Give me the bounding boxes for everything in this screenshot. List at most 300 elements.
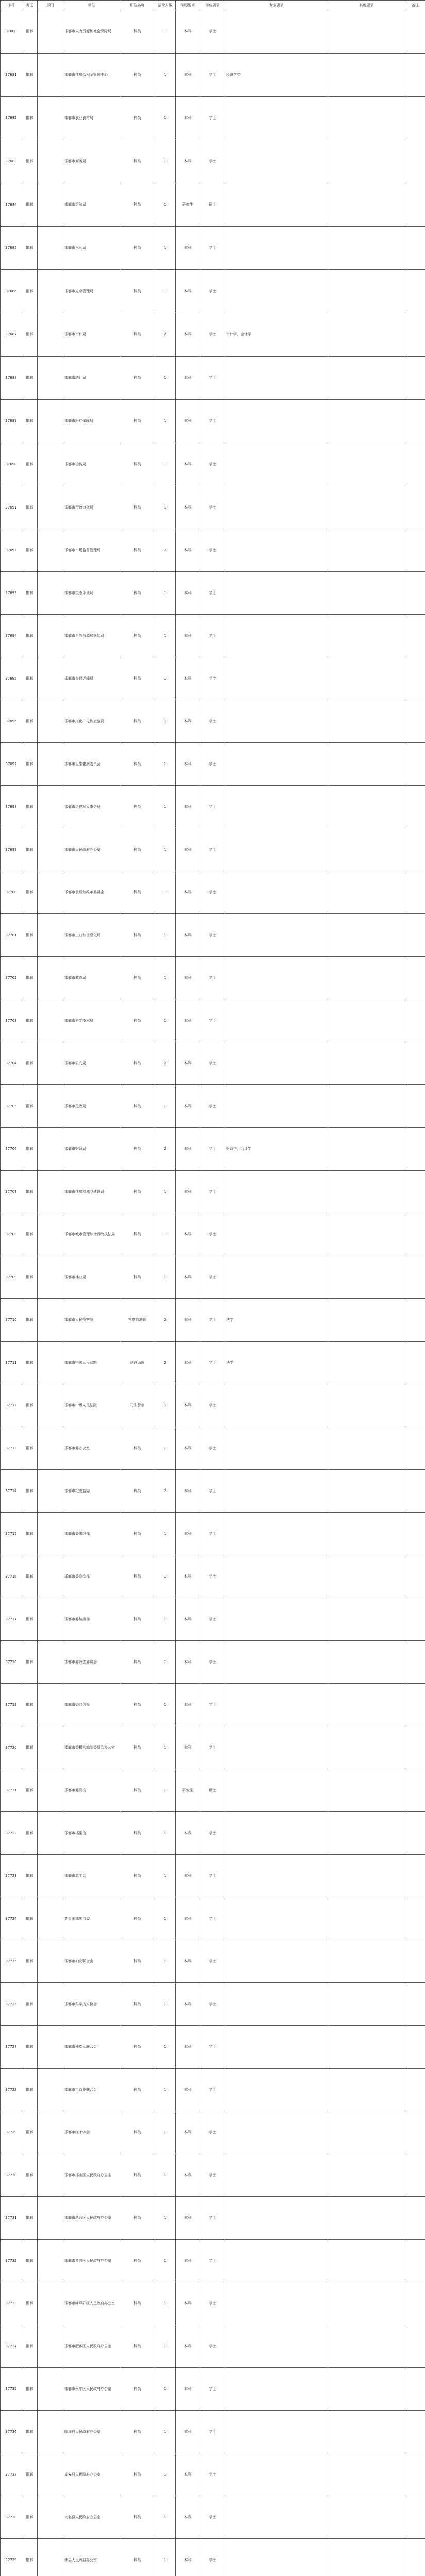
- cell-dept: [38, 1342, 63, 1384]
- cell-edu: 本科: [176, 2411, 200, 2453]
- cell-note: [405, 1213, 425, 1256]
- cell-num: 1: [155, 2154, 176, 2197]
- table-row: [1, 313, 425, 357]
- cell-no: 37735: [1, 2368, 22, 2411]
- cell-other: [328, 1299, 405, 1342]
- cell-deg: 学士: [200, 2368, 225, 2411]
- cell-deg: 学士: [200, 1085, 225, 1128]
- cell-no: 37701: [1, 914, 22, 957]
- cell-major: [225, 1470, 328, 1513]
- cell-no: 37738: [1, 2496, 22, 2539]
- cell-num: 1: [155, 999, 176, 1042]
- cell-unit: 邯郸市应急管理局: [63, 270, 120, 313]
- cell-pos: 科员: [120, 1812, 155, 1855]
- cell-deg: 学士: [200, 1042, 225, 1085]
- cell-dept: [38, 1171, 63, 1213]
- cell-edu: 本科: [176, 1171, 200, 1213]
- cell-num: 1: [155, 1812, 176, 1855]
- cell-note: [405, 1684, 425, 1726]
- cell-pos: 科员: [120, 1256, 155, 1299]
- cell-other: [328, 2368, 405, 2411]
- cell-area: 邯郸: [22, 957, 38, 999]
- cell-num: 1: [155, 2069, 176, 2111]
- cell-area: 邯郸: [22, 786, 38, 828]
- cell-deg: 学士: [200, 1513, 225, 1555]
- cell-note: [405, 97, 425, 140]
- cell-deg: 学士: [200, 1299, 225, 1342]
- cell-area: 邯郸: [22, 1299, 38, 1342]
- cell-num: 1: [155, 871, 176, 914]
- cell-no: 37727: [1, 2026, 22, 2069]
- cell-other: [328, 743, 405, 786]
- cell-other: [328, 2197, 405, 2240]
- cell-num: 1: [155, 572, 176, 615]
- cell-unit: 邯郸市林业局: [63, 1256, 120, 1299]
- cell-deg: 学士: [200, 1726, 225, 1769]
- table-row: [1, 2197, 425, 2240]
- cell-note: [405, 657, 425, 700]
- cell-pos: 科员: [120, 1641, 155, 1684]
- cell-unit: 临漳县人民政府办公室: [63, 2411, 120, 2453]
- cell-pos: 科员: [120, 97, 155, 140]
- cell-deg: 学士: [200, 1427, 225, 1470]
- header-cell: 专业要求: [225, 1, 328, 10]
- header-cell: 学历要求: [176, 1, 200, 10]
- cell-area: 邯郸: [22, 1042, 38, 1085]
- cell-unit: 邯郸市工业和信息化局: [63, 914, 120, 957]
- cell-edu: 本科: [176, 1384, 200, 1427]
- cell-no: 37728: [1, 2069, 22, 2111]
- cell-num: 1: [155, 1983, 176, 2026]
- cell-no: 37704: [1, 1042, 22, 1085]
- cell-unit: 邯郸市档案馆: [63, 1812, 120, 1855]
- header-cell: 部门: [38, 1, 63, 10]
- cell-unit: 邯郸市中级人民法院: [63, 1384, 120, 1427]
- cell-edu: 本科: [176, 1897, 200, 1940]
- cell-area: 邯郸: [22, 1470, 38, 1513]
- cell-num: 1: [155, 140, 176, 183]
- cell-unit: 邯郸市委组织部: [63, 1513, 120, 1555]
- cell-other: [328, 1555, 405, 1598]
- table-row: [1, 227, 425, 270]
- cell-unit: 邯郸市人民政府办公室: [63, 828, 120, 871]
- cell-major: [225, 400, 328, 443]
- cell-pos: 科员: [120, 2240, 155, 2282]
- cell-dept: [38, 2154, 63, 2197]
- cell-area: 邯郸: [22, 486, 38, 529]
- cell-major: [225, 357, 328, 400]
- cell-unit: 邯郸市市场监督管理局: [63, 529, 120, 572]
- cell-num: 1: [155, 1384, 176, 1427]
- cell-note: [405, 227, 425, 270]
- cell-pos: 科员: [120, 1598, 155, 1641]
- cell-edu: 本科: [176, 957, 200, 999]
- cell-other: [328, 1855, 405, 1897]
- cell-dept: [38, 1213, 63, 1256]
- cell-area: 邯郸: [22, 1812, 38, 1855]
- cell-pos: 科员: [120, 1128, 155, 1171]
- cell-note: [405, 1085, 425, 1128]
- cell-pos: 科员: [120, 2111, 155, 2154]
- cell-deg: 学士: [200, 1684, 225, 1726]
- cell-pos: 科员: [120, 227, 155, 270]
- cell-edu: 研究生: [176, 183, 200, 227]
- cell-area: 邯郸: [22, 1171, 38, 1213]
- cell-other: [328, 1513, 405, 1555]
- cell-pos: 科员: [120, 2453, 155, 2496]
- cell-major: [225, 657, 328, 700]
- cell-major: [225, 2453, 328, 2496]
- cell-dept: [38, 270, 63, 313]
- cell-deg: 学士: [200, 572, 225, 615]
- cell-area: 邯郸: [22, 1128, 38, 1171]
- cell-num: 1: [155, 10, 176, 54]
- table-row: [1, 2411, 425, 2453]
- cell-other: [328, 572, 405, 615]
- cell-pos: 科员: [120, 2154, 155, 2197]
- cell-area: 邯郸: [22, 2411, 38, 2453]
- cell-other: [328, 313, 405, 357]
- cell-no: 37720: [1, 1726, 22, 1769]
- cell-unit: 邯郸市邯山区人民政府办公室: [63, 2154, 120, 2197]
- cell-edu: 本科: [176, 400, 200, 443]
- cell-major: [225, 1598, 328, 1641]
- cell-major: [225, 1769, 328, 1812]
- header-cell: 单位: [63, 1, 120, 10]
- cell-num: 2: [155, 1128, 176, 1171]
- cell-note: [405, 486, 425, 529]
- cell-unit: 邯郸市民政局: [63, 1085, 120, 1128]
- table-row: [1, 957, 425, 999]
- cell-note: [405, 400, 425, 443]
- cell-edu: 本科: [176, 443, 200, 486]
- cell-edu: 本科: [176, 1855, 200, 1897]
- cell-dept: [38, 2539, 63, 2576]
- cell-major: [225, 2111, 328, 2154]
- cell-no: 37714: [1, 1470, 22, 1513]
- header-cell: 职位名称: [120, 1, 155, 10]
- cell-unit: 邯郸市妇女联合会: [63, 1940, 120, 1983]
- cell-num: 1: [155, 1171, 176, 1213]
- cell-no: 37699: [1, 828, 22, 871]
- cell-unit: 邯郸市商务局: [63, 140, 120, 183]
- cell-other: [328, 97, 405, 140]
- cell-note: [405, 914, 425, 957]
- header-cell: 考区: [22, 1, 38, 10]
- cell-other: [328, 1342, 405, 1384]
- cell-no: 37734: [1, 2325, 22, 2368]
- cell-no: 37695: [1, 657, 22, 700]
- cell-edu: 本科: [176, 1085, 200, 1128]
- cell-edu: 本科: [176, 871, 200, 914]
- cell-other: [328, 1983, 405, 2026]
- cell-unit: 邯郸市纪委监委: [63, 1470, 120, 1513]
- cell-major: [225, 1042, 328, 1085]
- cell-deg: 学士: [200, 140, 225, 183]
- cell-unit: 邯郸市退役军人事务局: [63, 786, 120, 828]
- cell-num: 1: [155, 400, 176, 443]
- cell-major: 财政学、会计学: [225, 1128, 328, 1171]
- cell-note: [405, 1342, 425, 1384]
- cell-area: 邯郸: [22, 183, 38, 227]
- cell-deg: 学士: [200, 1555, 225, 1598]
- table-row: [1, 97, 425, 140]
- cell-no: 37690: [1, 443, 22, 486]
- cell-edu: 本科: [176, 2197, 200, 2240]
- cell-dept: [38, 313, 63, 357]
- cell-dept: [38, 657, 63, 700]
- cell-dept: [38, 1684, 63, 1726]
- table-row: [1, 1769, 425, 1812]
- cell-deg: 学士: [200, 1256, 225, 1299]
- cell-pos: 科员: [120, 786, 155, 828]
- cell-area: 邯郸: [22, 1427, 38, 1470]
- cell-other: [328, 786, 405, 828]
- cell-dept: [38, 1641, 63, 1684]
- cell-major: [225, 2069, 328, 2111]
- cell-num: 2: [155, 1299, 176, 1342]
- cell-dept: [38, 10, 63, 54]
- cell-note: [405, 1256, 425, 1299]
- cell-major: 法学: [225, 1299, 328, 1342]
- cell-area: 邯郸: [22, 1641, 38, 1684]
- cell-note: [405, 2325, 425, 2368]
- table-row: [1, 871, 425, 914]
- cell-dept: [38, 2282, 63, 2325]
- cell-other: [328, 1641, 405, 1684]
- cell-edu: 本科: [176, 2069, 200, 2111]
- cell-edu: 本科: [176, 54, 200, 97]
- cell-note: [405, 2496, 425, 2539]
- cell-num: 1: [155, 357, 176, 400]
- cell-edu: 本科: [176, 313, 200, 357]
- cell-unit: 邯郸市生态环境局: [63, 572, 120, 615]
- cell-area: 邯郸: [22, 1769, 38, 1812]
- cell-num: 1: [155, 270, 176, 313]
- cell-area: 邯郸: [22, 2154, 38, 2197]
- cell-major: [225, 2496, 328, 2539]
- cell-deg: 学士: [200, 270, 225, 313]
- cell-no: 37711: [1, 1342, 22, 1384]
- cell-other: [328, 2496, 405, 2539]
- cell-area: 邯郸: [22, 999, 38, 1042]
- cell-note: [405, 1940, 425, 1983]
- cell-num: 2: [155, 1342, 176, 1384]
- cell-note: [405, 1042, 425, 1085]
- cell-area: 邯郸: [22, 270, 38, 313]
- cell-num: 2: [155, 1470, 176, 1513]
- cell-major: [225, 227, 328, 270]
- cell-unit: 邯郸市住房和城乡建设局: [63, 1171, 120, 1213]
- cell-area: 邯郸: [22, 871, 38, 914]
- cell-pos: 科员: [120, 1513, 155, 1555]
- cell-no: 37696: [1, 700, 22, 743]
- cell-note: [405, 1513, 425, 1555]
- cell-major: 审计学、会计学: [225, 313, 328, 357]
- cell-other: [328, 1812, 405, 1855]
- table-row: [1, 1726, 425, 1769]
- cell-area: 邯郸: [22, 743, 38, 786]
- table-row: [1, 615, 425, 657]
- cell-no: 37693: [1, 572, 22, 615]
- cell-num: 1: [155, 1684, 176, 1726]
- cell-major: [225, 140, 328, 183]
- cell-edu: 本科: [176, 2539, 200, 2576]
- cell-unit: 大名县人民政府办公室: [63, 2496, 120, 2539]
- cell-dept: [38, 1299, 63, 1342]
- cell-pos: 科员: [120, 2539, 155, 2576]
- cell-major: [225, 443, 328, 486]
- cell-note: [405, 1855, 425, 1897]
- cell-edu: 本科: [176, 1128, 200, 1171]
- cell-edu: 本科: [176, 999, 200, 1042]
- table-row: [1, 1555, 425, 1598]
- cell-area: 邯郸: [22, 1726, 38, 1769]
- cell-other: [328, 914, 405, 957]
- cell-major: [225, 1812, 328, 1855]
- table-row: [1, 183, 425, 227]
- cell-edu: 本科: [176, 1598, 200, 1641]
- cell-edu: 本科: [176, 2325, 200, 2368]
- cell-other: [328, 1470, 405, 1513]
- cell-deg: 学士: [200, 1213, 225, 1256]
- cell-pos: 科员: [120, 270, 155, 313]
- cell-num: 1: [155, 1427, 176, 1470]
- cell-other: [328, 2154, 405, 2197]
- cell-no: 37723: [1, 1855, 22, 1897]
- table-row: [1, 2111, 425, 2154]
- cell-area: 邯郸: [22, 1213, 38, 1256]
- cell-no: 37732: [1, 2240, 22, 2282]
- cell-other: [328, 529, 405, 572]
- cell-deg: 学士: [200, 786, 225, 828]
- cell-major: [225, 2197, 328, 2240]
- cell-dept: [38, 2069, 63, 2111]
- cell-edu: 本科: [176, 140, 200, 183]
- cell-pos: 科员: [120, 999, 155, 1042]
- cell-edu: 本科: [176, 1812, 200, 1855]
- cell-major: [225, 270, 328, 313]
- table-row: [1, 486, 425, 529]
- cell-unit: 邯郸市人民检察院: [63, 1299, 120, 1342]
- cell-deg: 学士: [200, 2069, 225, 2111]
- cell-deg: 学士: [200, 400, 225, 443]
- cell-deg: 学士: [200, 357, 225, 400]
- table-row: [1, 1684, 425, 1726]
- cell-no: 37703: [1, 999, 22, 1042]
- cell-num: 1: [155, 2453, 176, 2496]
- cell-unit: 邯郸市住房公积金管理中心: [63, 54, 120, 97]
- cell-deg: 学士: [200, 1897, 225, 1940]
- cell-dept: [38, 2496, 63, 2539]
- cell-edu: 本科: [176, 2453, 200, 2496]
- cell-unit: 邯郸市委办公室: [63, 1427, 120, 1470]
- cell-pos: 科员: [120, 871, 155, 914]
- cell-note: [405, 1384, 425, 1427]
- header-cell: 招录人数: [155, 1, 176, 10]
- cell-note: [405, 1897, 425, 1940]
- cell-no: 37713: [1, 1427, 22, 1470]
- cell-deg: 学士: [200, 1470, 225, 1513]
- cell-no: 37683: [1, 140, 22, 183]
- cell-pos: 科员: [120, 1769, 155, 1812]
- cell-pos: 科员: [120, 54, 155, 97]
- cell-other: [328, 1726, 405, 1769]
- cell-dept: [38, 1427, 63, 1470]
- cell-major: [225, 1085, 328, 1128]
- cell-num: 1: [155, 1555, 176, 1598]
- cell-pos: 科员: [120, 1042, 155, 1085]
- cell-edu: 本科: [176, 1042, 200, 1085]
- cell-area: 邯郸: [22, 54, 38, 97]
- cell-no: 37692: [1, 529, 22, 572]
- table-row: [1, 914, 425, 957]
- table-row: [1, 700, 425, 743]
- cell-no: 37708: [1, 1213, 22, 1256]
- cell-edu: 本科: [176, 657, 200, 700]
- cell-no: 37698: [1, 786, 22, 828]
- cell-deg: 学士: [200, 999, 225, 1042]
- cell-major: [225, 486, 328, 529]
- cell-note: [405, 2411, 425, 2453]
- cell-note: [405, 1641, 425, 1684]
- cell-unit: 邯郸市总工会: [63, 1855, 120, 1897]
- cell-edu: 本科: [176, 1256, 200, 1299]
- cell-major: [225, 2411, 328, 2453]
- cell-deg: 学士: [200, 2111, 225, 2154]
- cell-num: 1: [155, 1513, 176, 1555]
- cell-deg: 学士: [200, 871, 225, 914]
- cell-note: [405, 572, 425, 615]
- cell-no: 37725: [1, 1940, 22, 1983]
- cell-area: 邯郸: [22, 914, 38, 957]
- cell-no: 37681: [1, 54, 22, 97]
- cell-pos: 科员: [120, 572, 155, 615]
- cell-other: [328, 183, 405, 227]
- cell-unit: 邯郸市卫生健康委员会: [63, 743, 120, 786]
- cell-note: [405, 999, 425, 1042]
- cell-note: [405, 1769, 425, 1812]
- cell-num: 1: [155, 828, 176, 871]
- cell-num: 1: [155, 2240, 176, 2282]
- cell-note: [405, 615, 425, 657]
- cell-area: 邯郸: [22, 97, 38, 140]
- cell-area: 邯郸: [22, 2496, 38, 2539]
- table-row: [1, 2154, 425, 2197]
- cell-deg: 学士: [200, 486, 225, 529]
- table-row: [1, 1513, 425, 1555]
- cell-deg: 学士: [200, 1940, 225, 1983]
- table-row: [1, 1213, 425, 1256]
- cell-unit: 邯郸市委宣传部: [63, 1555, 120, 1598]
- cell-major: [225, 1855, 328, 1897]
- cell-edu: 本科: [176, 828, 200, 871]
- cell-deg: 硕士: [200, 1769, 225, 1812]
- cell-other: [328, 10, 405, 54]
- cell-deg: 学士: [200, 1171, 225, 1213]
- cell-num: 1: [155, 1897, 176, 1940]
- cell-dept: [38, 1470, 63, 1513]
- cell-edu: 本科: [176, 1940, 200, 1983]
- cell-num: 1: [155, 2026, 176, 2069]
- cell-pos: 科员: [120, 657, 155, 700]
- cell-edu: 本科: [176, 2154, 200, 2197]
- cell-major: [225, 2026, 328, 2069]
- cell-area: 邯郸: [22, 2539, 38, 2576]
- cell-num: 1: [155, 1641, 176, 1684]
- cell-pos: 科员: [120, 2368, 155, 2411]
- cell-no: 37717: [1, 1598, 22, 1641]
